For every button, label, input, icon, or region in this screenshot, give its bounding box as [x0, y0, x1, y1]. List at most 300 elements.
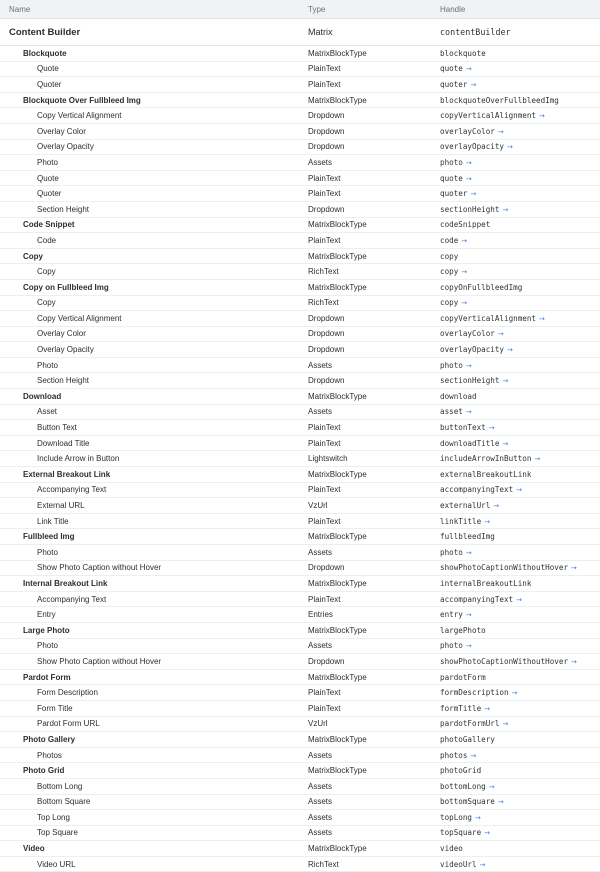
row-handle[interactable]: sectionHeight [440, 376, 500, 386]
row-handle[interactable]: topSquare [440, 828, 482, 838]
root-field-handle: contentBuilder [440, 27, 511, 37]
row-handle-cell[interactable] [432, 142, 600, 151]
row-name: Section Height [37, 376, 90, 386]
row-handle-cell [432, 626, 600, 635]
field-row [0, 654, 600, 670]
row-handle-cell[interactable] [432, 376, 600, 385]
field-row [0, 779, 600, 795]
row-name: Top Long [37, 812, 70, 822]
row-handle[interactable]: copy [440, 298, 459, 308]
block-type-row [0, 218, 600, 234]
row-type: PlainText [308, 64, 341, 74]
field-row [0, 498, 600, 514]
arrow-right-icon[interactable]: → [470, 751, 477, 760]
row-name: Quote [37, 173, 59, 183]
row-handle-cell[interactable] [432, 298, 600, 307]
row-type: MatrixBlockType [308, 391, 367, 401]
row-handle: pardotForm [440, 672, 486, 682]
row-handle[interactable]: entry [440, 610, 463, 620]
row-type: Dropdown [308, 204, 345, 214]
row-type: Dropdown [308, 313, 345, 323]
field-row [0, 373, 600, 389]
row-handle-cell [432, 766, 600, 775]
row-type: Dropdown [308, 656, 345, 666]
row-handle-cell[interactable] [432, 314, 600, 323]
row-handle-cell[interactable] [432, 704, 600, 713]
block-type-row [0, 249, 600, 265]
arrow-right-icon[interactable]: → [502, 720, 509, 729]
field-row [0, 140, 600, 156]
row-type: MatrixBlockType [308, 220, 367, 230]
row-handle-cell[interactable] [432, 439, 600, 448]
row-type: Entries [308, 610, 333, 620]
row-handle-cell[interactable] [432, 517, 600, 526]
row-name: Code [37, 235, 57, 245]
arrow-right-icon[interactable]: → [497, 330, 504, 339]
row-handle-cell[interactable] [432, 329, 600, 338]
row-type: MatrixBlockType [308, 251, 367, 261]
row-handle-cell[interactable] [432, 127, 600, 136]
row-name: Overlay Opacity [37, 345, 94, 355]
row-type: PlainText [308, 235, 341, 245]
field-row [0, 592, 600, 608]
row-handle-cell [432, 579, 600, 588]
row-type: PlainText [308, 485, 341, 495]
field-row [0, 405, 600, 421]
arrow-right-icon[interactable]: → [465, 642, 472, 651]
row-handle[interactable]: photo [440, 157, 463, 167]
arrow-right-icon[interactable]: → [470, 80, 477, 89]
row-handle-cell[interactable] [432, 267, 600, 276]
row-name: Pardot Form [23, 672, 71, 682]
row-name: Overlay Color [37, 329, 86, 339]
row-handle-cell[interactable] [432, 563, 600, 572]
row-type: Assets [308, 828, 333, 838]
row-handle-cell[interactable] [432, 64, 600, 73]
field-row [0, 826, 600, 842]
row-handle[interactable]: photos [440, 750, 468, 760]
block-type-row [0, 763, 600, 779]
row-name: Accompanying Text [37, 485, 107, 495]
field-row [0, 233, 600, 249]
row-handle-cell[interactable] [432, 485, 600, 494]
row-type: Assets [308, 781, 333, 791]
column-header-name: Name [9, 4, 31, 14]
row-name: Button Text [37, 423, 77, 433]
field-row [0, 857, 600, 872]
row-handle[interactable]: overlayOpacity [440, 345, 505, 355]
row-type: Dropdown [308, 111, 345, 121]
row-type: Assets [308, 641, 333, 651]
row-handle-cell [432, 532, 600, 541]
row-handle-cell[interactable] [432, 189, 600, 198]
row-name: Overlay Color [37, 126, 86, 136]
field-row [0, 717, 600, 733]
row-type: PlainText [308, 594, 341, 604]
arrow-right-icon[interactable]: → [516, 595, 523, 604]
field-row [0, 108, 600, 124]
row-name: Copy on Fullbleed Img [23, 282, 109, 292]
row-handle: blockquoteOverFullbleedImg [440, 95, 559, 105]
arrow-right-icon[interactable]: → [502, 205, 509, 214]
row-handle-cell[interactable] [432, 80, 600, 89]
row-handle: copyOnFullbleedImg [440, 282, 523, 292]
field-row [0, 264, 600, 280]
block-type-row [0, 389, 600, 405]
row-type: PlainText [308, 688, 341, 698]
row-type: Assets [308, 750, 333, 760]
row-name: Photo [37, 641, 58, 651]
row-type: Dropdown [308, 329, 345, 339]
row-handle-cell[interactable] [432, 828, 600, 837]
row-type: Dropdown [308, 142, 345, 152]
row-name: Pardot Form URL [37, 719, 100, 729]
arrow-right-icon[interactable]: → [461, 299, 468, 308]
table-header [0, 0, 600, 19]
row-type: PlainText [308, 703, 341, 713]
block-type-row [0, 529, 600, 545]
row-handle[interactable]: pardotFormUrl [440, 719, 500, 729]
row-type: PlainText [308, 173, 341, 183]
row-handle-cell[interactable] [432, 548, 600, 557]
row-handle-cell[interactable] [432, 782, 600, 791]
row-name: External URL [37, 501, 85, 511]
row-type: MatrixBlockType [308, 734, 367, 744]
row-type: MatrixBlockType [308, 532, 367, 542]
field-row [0, 342, 600, 358]
field-row [0, 296, 600, 312]
row-handle[interactable]: externalUrl [440, 501, 491, 511]
row-handle[interactable]: quoter [440, 189, 468, 199]
row-handle[interactable]: overlayOpacity [440, 142, 505, 152]
row-handle-cell[interactable] [432, 641, 600, 650]
row-handle: largePhoto [440, 625, 486, 635]
field-row [0, 685, 600, 701]
field-row [0, 545, 600, 561]
row-handle[interactable]: photo [440, 360, 463, 370]
row-type: Assets [308, 547, 333, 557]
row-handle-cell[interactable] [432, 688, 600, 697]
row-name: Quote [37, 64, 59, 74]
block-type-row [0, 623, 600, 639]
row-handle[interactable]: includeArrowInButton [440, 454, 532, 464]
row-type: PlainText [308, 423, 341, 433]
row-handle: video [440, 844, 463, 854]
arrow-right-icon[interactable]: → [470, 190, 477, 199]
field-row [0, 748, 600, 764]
arrow-right-icon[interactable]: → [502, 439, 509, 448]
row-name: Link Title [37, 516, 69, 526]
row-handle-cell[interactable] [432, 657, 600, 666]
block-type-row [0, 841, 600, 857]
row-name: Accompanying Text [37, 594, 107, 604]
field-row [0, 701, 600, 717]
row-type: Dropdown [308, 345, 345, 355]
row-handle[interactable]: asset [440, 407, 463, 417]
row-handle[interactable]: buttonText [440, 423, 486, 433]
arrow-right-icon[interactable]: → [511, 689, 518, 698]
row-name: Include Arrow in Button [37, 454, 120, 464]
row-handle-cell[interactable] [432, 610, 600, 619]
arrow-right-icon[interactable]: → [465, 174, 472, 183]
row-name: Quoter [37, 189, 62, 199]
root-field-type: Matrix [308, 27, 333, 37]
row-handle[interactable]: sectionHeight [440, 204, 500, 214]
row-handle[interactable]: accompanyingText [440, 594, 514, 604]
row-name: Show Photo Caption without Hover [37, 563, 162, 573]
row-handle: externalBreakoutLink [440, 469, 532, 479]
row-name: Fullbleed Img [23, 532, 75, 542]
field-row [0, 639, 600, 655]
block-type-row [0, 46, 600, 62]
arrow-right-icon[interactable]: → [516, 486, 523, 495]
row-handle[interactable]: quote [440, 173, 463, 183]
row-handle-cell[interactable] [432, 174, 600, 183]
row-type: RichText [308, 298, 339, 308]
row-handle[interactable]: accompanyingText [440, 485, 514, 495]
row-handle-cell [432, 96, 600, 105]
row-handle: photoGrid [440, 766, 482, 776]
row-handle-cell[interactable] [432, 813, 600, 822]
row-handle[interactable]: videoUrl [440, 859, 477, 869]
row-name: Form Title [37, 703, 73, 713]
row-handle-cell[interactable] [432, 595, 600, 604]
row-name: Asset [37, 407, 58, 417]
row-type: Lightswitch [308, 454, 348, 464]
row-handle: photoGallery [440, 734, 495, 744]
row-handle[interactable]: topLong [440, 812, 473, 822]
column-header-handle: Handle [440, 4, 466, 14]
row-name: Download [23, 391, 62, 401]
row-name: External Breakout Link [23, 469, 111, 479]
row-name: Internal Breakout Link [23, 578, 108, 588]
row-handle-cell [432, 392, 600, 401]
arrow-right-icon[interactable]: → [465, 548, 472, 557]
row-handle-cell [432, 252, 600, 261]
row-name: Form Description [37, 688, 98, 698]
row-type: MatrixBlockType [308, 844, 367, 854]
block-type-row [0, 467, 600, 483]
row-handle-cell[interactable] [432, 454, 600, 463]
row-handle-cell[interactable] [432, 423, 600, 432]
row-handle[interactable]: bottomLong [440, 781, 486, 791]
row-name: Photo Gallery [23, 734, 76, 744]
row-name: Copy [37, 267, 56, 277]
row-type: VzUrl [308, 719, 328, 729]
row-type: Assets [308, 797, 333, 807]
row-name: Overlay Opacity [37, 142, 94, 152]
row-type: Assets [308, 812, 333, 822]
arrow-right-icon[interactable]: → [479, 860, 486, 869]
arrow-right-icon[interactable]: → [497, 127, 504, 136]
field-row [0, 514, 600, 530]
arrow-right-icon[interactable]: → [571, 564, 577, 573]
row-name: Photos [37, 750, 62, 760]
field-row [0, 124, 600, 140]
row-type: MatrixBlockType [308, 95, 367, 105]
field-row [0, 186, 600, 202]
arrow-right-icon[interactable]: → [484, 517, 491, 526]
row-handle-cell [432, 735, 600, 744]
arrow-right-icon[interactable]: → [488, 424, 495, 433]
arrow-right-icon[interactable]: → [488, 782, 495, 791]
row-name: Photo [37, 157, 58, 167]
block-type-row [0, 93, 600, 109]
arrow-right-icon[interactable]: → [465, 158, 472, 167]
field-row [0, 311, 600, 327]
arrow-right-icon[interactable]: → [465, 361, 472, 370]
row-name: Blockquote [23, 48, 67, 58]
arrow-right-icon[interactable]: → [465, 611, 472, 620]
root-field-row [0, 19, 600, 46]
arrow-right-icon[interactable]: → [507, 346, 513, 355]
row-name: Video URL [37, 859, 76, 869]
row-handle-cell [432, 470, 600, 479]
row-handle: internalBreakoutLink [440, 578, 532, 588]
row-type: Dropdown [308, 563, 345, 573]
row-handle[interactable]: photo [440, 547, 463, 557]
block-type-row [0, 732, 600, 748]
field-row [0, 810, 600, 826]
arrow-right-icon[interactable]: → [534, 455, 541, 464]
row-type: Assets [308, 157, 333, 167]
row-type: MatrixBlockType [308, 672, 367, 682]
row-name: Code Snippet [23, 220, 75, 230]
arrow-right-icon[interactable]: → [539, 314, 545, 323]
row-name: Photo Grid [23, 766, 65, 776]
row-handle-cell [432, 220, 600, 229]
row-handle-cell[interactable] [432, 236, 600, 245]
field-row [0, 607, 600, 623]
arrow-right-icon[interactable]: → [484, 829, 491, 838]
arrow-right-icon[interactable]: → [461, 236, 468, 245]
row-handle[interactable]: quoter [440, 79, 468, 89]
row-type: VzUrl [308, 501, 328, 511]
row-handle[interactable]: overlayColor [440, 329, 495, 339]
column-header-type: Type [308, 4, 326, 14]
arrow-right-icon[interactable]: → [502, 377, 509, 386]
row-handle-cell[interactable] [432, 345, 600, 354]
field-row [0, 420, 600, 436]
arrow-right-icon[interactable]: → [497, 798, 504, 807]
row-name: Show Photo Caption without Hover [37, 656, 162, 666]
row-name: Download Title [37, 438, 90, 448]
row-handle-cell[interactable] [432, 111, 600, 120]
row-type: PlainText [308, 438, 341, 448]
row-handle[interactable]: quote [440, 64, 463, 74]
row-handle[interactable]: showPhotoCaptionWithoutHover [440, 656, 569, 666]
row-name: Large Photo [23, 625, 70, 635]
row-handle[interactable]: linkTitle [440, 516, 482, 526]
row-type: MatrixBlockType [308, 578, 367, 588]
arrow-right-icon[interactable]: → [465, 65, 472, 74]
row-handle[interactable]: copy [440, 267, 459, 277]
root-field-name: Content Builder [9, 26, 81, 38]
row-name: Copy Vertical Alignment [37, 111, 122, 121]
row-handle[interactable]: formDescription [440, 688, 509, 698]
arrow-right-icon[interactable]: → [461, 268, 468, 277]
row-type: Dropdown [308, 126, 345, 136]
field-row [0, 77, 600, 93]
row-type: MatrixBlockType [308, 282, 367, 292]
arrow-right-icon[interactable]: → [571, 657, 577, 666]
row-name: Photo [37, 360, 58, 370]
row-type: MatrixBlockType [308, 625, 367, 635]
row-name: Section Height [37, 204, 90, 214]
row-handle-cell[interactable] [432, 361, 600, 370]
arrow-right-icon[interactable]: → [539, 112, 545, 121]
row-name: Top Square [37, 828, 78, 838]
row-handle-cell[interactable] [432, 205, 600, 214]
row-handle-cell[interactable] [432, 158, 600, 167]
row-handle[interactable]: photo [440, 641, 463, 651]
row-type: Dropdown [308, 376, 345, 386]
row-name: Video [23, 844, 45, 854]
row-name: Bottom Square [37, 797, 91, 807]
row-handle-cell [432, 49, 600, 58]
arrow-right-icon[interactable]: → [465, 408, 472, 417]
row-type: RichText [308, 859, 339, 869]
row-handle-cell[interactable] [432, 797, 600, 806]
row-handle[interactable]: bottomSquare [440, 797, 495, 807]
row-handle[interactable]: downloadTitle [440, 438, 500, 448]
row-handle-cell [432, 283, 600, 292]
arrow-right-icon[interactable]: → [484, 704, 491, 713]
row-handle[interactable]: copyVerticalAlignment [440, 111, 537, 121]
row-handle: codeSnippet [440, 220, 491, 230]
row-handle-cell[interactable] [432, 501, 600, 510]
block-type-row [0, 280, 600, 296]
row-handle-cell[interactable] [432, 751, 600, 760]
arrow-right-icon[interactable]: → [475, 813, 481, 822]
row-name: Entry [37, 610, 56, 620]
row-handle[interactable]: overlayColor [440, 126, 495, 136]
row-handle[interactable]: formTitle [440, 703, 482, 713]
row-handle-cell[interactable] [432, 407, 600, 416]
row-type: Assets [308, 360, 333, 370]
row-name: Copy Vertical Alignment [37, 313, 122, 323]
row-type: PlainText [308, 189, 341, 199]
field-row [0, 436, 600, 452]
field-row [0, 561, 600, 577]
field-row [0, 155, 600, 171]
row-type: MatrixBlockType [308, 469, 367, 479]
row-handle[interactable]: showPhotoCaptionWithoutHover [440, 563, 569, 573]
field-row [0, 795, 600, 811]
row-handle-cell[interactable] [432, 860, 600, 869]
row-handle: fullbleedImg [440, 532, 495, 542]
arrow-right-icon[interactable]: → [493, 502, 500, 511]
row-type: RichText [308, 267, 339, 277]
row-handle-cell[interactable] [432, 719, 600, 728]
row-type: PlainText [308, 516, 341, 526]
row-name: Blockquote Over Fullbleed Img [23, 95, 141, 105]
row-name: Copy [23, 251, 43, 261]
row-handle: blockquote [440, 48, 486, 58]
row-name: Copy [37, 298, 56, 308]
field-row [0, 202, 600, 218]
row-name: Photo [37, 547, 58, 557]
row-type: Assets [308, 407, 333, 417]
row-type: MatrixBlockType [308, 766, 367, 776]
block-type-row [0, 576, 600, 592]
field-row [0, 451, 600, 467]
row-handle[interactable]: code [440, 235, 459, 245]
row-handle[interactable]: copyVerticalAlignment [440, 313, 537, 323]
arrow-right-icon[interactable]: → [507, 143, 513, 152]
field-row [0, 62, 600, 78]
field-row [0, 171, 600, 187]
